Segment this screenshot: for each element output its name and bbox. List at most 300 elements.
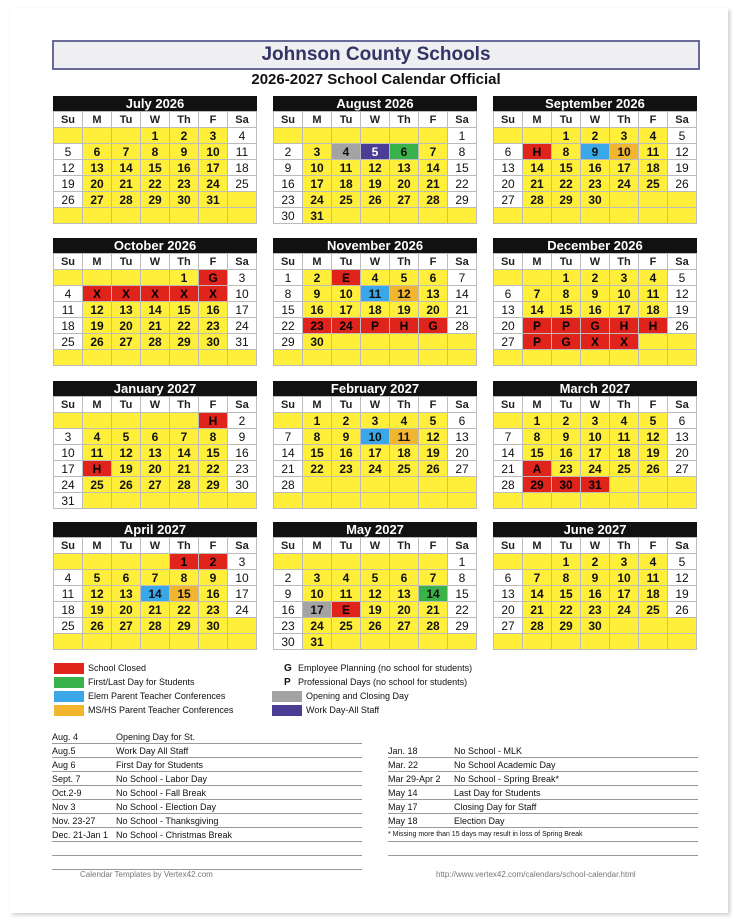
day-cell: 15 bbox=[141, 160, 170, 176]
day-cell bbox=[83, 128, 112, 144]
day-cell: 23 bbox=[552, 461, 581, 477]
day-cell: 29 bbox=[199, 477, 228, 493]
week-row bbox=[494, 270, 697, 286]
day-cell: 10 bbox=[303, 586, 332, 602]
day-cell: 13 bbox=[141, 445, 170, 461]
event-date: Sept. 7 bbox=[52, 774, 81, 784]
month-july-2026 bbox=[53, 96, 257, 224]
weekday-header: Th bbox=[610, 538, 639, 554]
day-cell: 28 bbox=[141, 618, 170, 634]
weekday-header: Tu bbox=[112, 254, 141, 270]
day-cell: 3 bbox=[199, 128, 228, 144]
day-cell bbox=[668, 334, 697, 350]
week-row bbox=[54, 477, 257, 493]
day-cell: 30 bbox=[199, 618, 228, 634]
day-cell: 19 bbox=[54, 176, 83, 192]
day-cell: 14 bbox=[523, 302, 552, 318]
week-row bbox=[494, 445, 697, 461]
day-cell: 10 bbox=[610, 286, 639, 302]
day-cell: H bbox=[639, 318, 668, 334]
day-cell bbox=[170, 493, 199, 509]
day-cell bbox=[610, 618, 639, 634]
day-cell bbox=[639, 350, 668, 366]
legend-label: Work Day-All Staff bbox=[306, 705, 380, 715]
day-cell: 17 bbox=[228, 302, 257, 318]
day-cell bbox=[639, 208, 668, 224]
weekday-header: W bbox=[581, 112, 610, 128]
day-cell: 24 bbox=[610, 176, 639, 192]
day-cell: 24 bbox=[228, 602, 257, 618]
day-cell: 16 bbox=[581, 586, 610, 602]
day-cell: 16 bbox=[332, 445, 361, 461]
day-cell bbox=[494, 493, 523, 509]
day-cell: 24 bbox=[199, 176, 228, 192]
legend-swatch bbox=[272, 691, 302, 702]
day-cell: 11 bbox=[639, 144, 668, 160]
weekday-header: Sa bbox=[668, 112, 697, 128]
day-cell: 15 bbox=[552, 160, 581, 176]
day-cell: 30 bbox=[552, 477, 581, 493]
day-cell: 3 bbox=[54, 429, 83, 445]
day-cell: 12 bbox=[54, 160, 83, 176]
day-cell bbox=[83, 493, 112, 509]
weekday-header: Tu bbox=[112, 112, 141, 128]
day-cell bbox=[199, 634, 228, 650]
weekday-header: Sa bbox=[228, 397, 257, 413]
day-cell: 5 bbox=[112, 429, 141, 445]
weekday-header: Th bbox=[170, 254, 199, 270]
weekday-header: Su bbox=[494, 538, 523, 554]
day-cell: 17 bbox=[199, 160, 228, 176]
month-february-2027 bbox=[273, 381, 477, 509]
month-november-2026 bbox=[273, 238, 477, 366]
day-cell: 25 bbox=[54, 618, 83, 634]
day-cell: 12 bbox=[83, 302, 112, 318]
weekday-header: Th bbox=[170, 112, 199, 128]
weekday-header: Tu bbox=[112, 538, 141, 554]
day-cell bbox=[112, 493, 141, 509]
day-cell bbox=[141, 634, 170, 650]
day-cell: 16 bbox=[581, 160, 610, 176]
day-cell: 17 bbox=[581, 445, 610, 461]
day-cell: 2 bbox=[303, 270, 332, 286]
day-cell bbox=[494, 554, 523, 570]
day-cell: 14 bbox=[523, 160, 552, 176]
weekday-header: F bbox=[419, 397, 448, 413]
weekday-header: W bbox=[361, 254, 390, 270]
day-cell: 8 bbox=[170, 570, 199, 586]
day-cell bbox=[361, 334, 390, 350]
day-cell bbox=[390, 493, 419, 509]
weekday-header: Th bbox=[170, 397, 199, 413]
day-cell: A bbox=[523, 461, 552, 477]
legend-item bbox=[54, 677, 195, 688]
day-cell: 31 bbox=[303, 208, 332, 224]
day-cell bbox=[54, 413, 83, 429]
day-cell: 31 bbox=[199, 192, 228, 208]
week-row bbox=[54, 445, 257, 461]
legend-label: Elem Parent Teacher Conferences bbox=[88, 691, 226, 701]
weekday-header: Sa bbox=[228, 538, 257, 554]
day-cell: 6 bbox=[419, 270, 448, 286]
weekday-header: Tu bbox=[332, 254, 361, 270]
day-cell: 24 bbox=[303, 192, 332, 208]
day-cell: 4 bbox=[361, 270, 390, 286]
weekday-header: Sa bbox=[668, 538, 697, 554]
day-cell: 17 bbox=[332, 302, 361, 318]
legend-item bbox=[272, 705, 379, 716]
legend-letter: G bbox=[284, 663, 292, 674]
week-row bbox=[494, 350, 697, 366]
day-cell: 17 bbox=[610, 160, 639, 176]
day-cell: 30 bbox=[274, 634, 303, 650]
day-cell bbox=[390, 477, 419, 493]
week-row bbox=[494, 334, 697, 350]
day-cell bbox=[448, 493, 477, 509]
legend-swatch bbox=[272, 705, 302, 716]
week-row bbox=[494, 160, 697, 176]
day-cell: 31 bbox=[303, 634, 332, 650]
day-cell: 11 bbox=[639, 286, 668, 302]
weekday-header: Th bbox=[390, 254, 419, 270]
month-title: April 2027 bbox=[53, 522, 257, 537]
day-cell bbox=[610, 634, 639, 650]
day-cell: 1 bbox=[552, 554, 581, 570]
day-cell bbox=[54, 208, 83, 224]
event-date: Dec. 21-Jan 1 bbox=[52, 830, 109, 840]
month-title: October 2026 bbox=[53, 238, 257, 253]
day-cell: 3 bbox=[228, 554, 257, 570]
day-cell: 4 bbox=[639, 270, 668, 286]
day-cell bbox=[54, 270, 83, 286]
week-row bbox=[54, 586, 257, 602]
day-cell: 8 bbox=[303, 429, 332, 445]
week-row bbox=[54, 334, 257, 350]
day-cell: H bbox=[83, 461, 112, 477]
day-cell: 3 bbox=[228, 270, 257, 286]
event-description: Closing Day for Staff bbox=[454, 802, 537, 812]
day-cell: 6 bbox=[390, 570, 419, 586]
day-cell: 8 bbox=[523, 429, 552, 445]
day-cell bbox=[390, 334, 419, 350]
day-cell: 14 bbox=[448, 286, 477, 302]
day-cell: 9 bbox=[552, 429, 581, 445]
day-cell bbox=[668, 208, 697, 224]
day-cell: 3 bbox=[610, 554, 639, 570]
weekday-header: F bbox=[639, 254, 668, 270]
day-cell: 22 bbox=[274, 318, 303, 334]
day-cell: 30 bbox=[581, 192, 610, 208]
week-row bbox=[274, 618, 477, 634]
day-cell: 5 bbox=[361, 570, 390, 586]
event-description: No School - Labor Day bbox=[116, 774, 208, 784]
weekday-header: Sa bbox=[228, 112, 257, 128]
day-cell bbox=[610, 350, 639, 366]
day-cell: 22 bbox=[448, 602, 477, 618]
day-cell: 19 bbox=[639, 445, 668, 461]
day-cell: 13 bbox=[494, 160, 523, 176]
day-cell: 22 bbox=[448, 176, 477, 192]
day-cell bbox=[523, 554, 552, 570]
event-description: First Day for Students bbox=[116, 760, 204, 770]
day-cell: 16 bbox=[581, 302, 610, 318]
day-cell bbox=[83, 208, 112, 224]
day-cell: 16 bbox=[274, 602, 303, 618]
day-cell: 13 bbox=[112, 302, 141, 318]
day-cell: 22 bbox=[303, 461, 332, 477]
day-cell: 27 bbox=[141, 477, 170, 493]
day-cell bbox=[581, 634, 610, 650]
day-cell: 29 bbox=[448, 192, 477, 208]
day-cell bbox=[141, 413, 170, 429]
weekday-header: Tu bbox=[552, 112, 581, 128]
week-row bbox=[54, 192, 257, 208]
week-row bbox=[494, 461, 697, 477]
day-cell: 5 bbox=[54, 144, 83, 160]
day-cell: 19 bbox=[112, 461, 141, 477]
week-row bbox=[494, 318, 697, 334]
day-cell: 24 bbox=[228, 318, 257, 334]
day-cell: 20 bbox=[141, 461, 170, 477]
event-description: No School - Fall Break bbox=[116, 788, 207, 798]
week-row bbox=[54, 570, 257, 586]
event-row bbox=[388, 801, 698, 814]
day-cell: 14 bbox=[141, 302, 170, 318]
blank-line bbox=[52, 857, 362, 870]
weekday-header: Su bbox=[54, 397, 83, 413]
day-cell: G bbox=[581, 318, 610, 334]
day-cell bbox=[228, 192, 257, 208]
day-cell bbox=[332, 208, 361, 224]
day-cell: 7 bbox=[170, 429, 199, 445]
day-cell: P bbox=[523, 318, 552, 334]
day-cell: 22 bbox=[552, 176, 581, 192]
day-cell: 21 bbox=[141, 602, 170, 618]
day-cell: 19 bbox=[668, 586, 697, 602]
weekday-header: F bbox=[419, 112, 448, 128]
day-cell: 14 bbox=[419, 586, 448, 602]
month-title: March 2027 bbox=[493, 381, 697, 396]
day-cell bbox=[419, 634, 448, 650]
day-cell bbox=[552, 350, 581, 366]
day-cell: 2 bbox=[332, 413, 361, 429]
weekday-header: Su bbox=[274, 538, 303, 554]
day-cell: 20 bbox=[390, 602, 419, 618]
week-row bbox=[274, 493, 477, 509]
day-cell bbox=[303, 493, 332, 509]
week-row bbox=[274, 350, 477, 366]
day-cell: 17 bbox=[610, 302, 639, 318]
weekday-header: Su bbox=[274, 112, 303, 128]
day-cell: 15 bbox=[170, 302, 199, 318]
month-september-2026 bbox=[493, 96, 697, 224]
day-cell bbox=[303, 128, 332, 144]
day-cell bbox=[54, 350, 83, 366]
day-cell: X bbox=[112, 286, 141, 302]
day-cell: 15 bbox=[523, 445, 552, 461]
weekday-header: M bbox=[523, 254, 552, 270]
day-cell: 29 bbox=[170, 618, 199, 634]
day-cell: 10 bbox=[332, 286, 361, 302]
day-cell: 30 bbox=[228, 477, 257, 493]
weekday-header: M bbox=[303, 254, 332, 270]
event-row bbox=[52, 759, 362, 772]
week-row bbox=[494, 586, 697, 602]
legend-swatch bbox=[54, 705, 84, 716]
day-cell: 23 bbox=[332, 461, 361, 477]
week-row bbox=[274, 334, 477, 350]
day-cell bbox=[361, 493, 390, 509]
weekday-header: Su bbox=[54, 254, 83, 270]
day-cell: 25 bbox=[332, 192, 361, 208]
weekday-header: W bbox=[581, 254, 610, 270]
legend-swatch bbox=[54, 663, 84, 674]
day-cell bbox=[112, 270, 141, 286]
day-cell: 28 bbox=[494, 477, 523, 493]
day-cell: 4 bbox=[228, 128, 257, 144]
day-cell: 23 bbox=[581, 602, 610, 618]
day-cell bbox=[581, 350, 610, 366]
day-cell: 25 bbox=[639, 602, 668, 618]
day-cell: 12 bbox=[639, 429, 668, 445]
weekday-header: Sa bbox=[448, 538, 477, 554]
day-cell: 10 bbox=[610, 570, 639, 586]
day-cell: 10 bbox=[199, 144, 228, 160]
day-cell: 10 bbox=[303, 160, 332, 176]
day-cell: 21 bbox=[523, 176, 552, 192]
day-cell: 25 bbox=[83, 477, 112, 493]
day-cell: 12 bbox=[83, 586, 112, 602]
legend-item bbox=[54, 663, 146, 674]
day-cell bbox=[610, 477, 639, 493]
legend-label: First/Last Day for Students bbox=[88, 677, 195, 687]
day-cell: 18 bbox=[639, 302, 668, 318]
day-cell: 7 bbox=[419, 144, 448, 160]
day-cell: 23 bbox=[199, 318, 228, 334]
month-october-2026 bbox=[53, 238, 257, 366]
page-subtitle: 2026-2027 School Calendar Official bbox=[251, 71, 501, 88]
day-cell: 1 bbox=[448, 554, 477, 570]
week-row bbox=[274, 286, 477, 302]
day-cell: G bbox=[552, 334, 581, 350]
week-row bbox=[494, 570, 697, 586]
day-cell: 4 bbox=[54, 286, 83, 302]
week-row bbox=[54, 176, 257, 192]
day-cell: 30 bbox=[581, 618, 610, 634]
weekday-header: Sa bbox=[448, 397, 477, 413]
day-cell: 30 bbox=[303, 334, 332, 350]
day-cell bbox=[332, 477, 361, 493]
day-cell: 18 bbox=[54, 602, 83, 618]
day-cell: 29 bbox=[552, 618, 581, 634]
week-row bbox=[54, 270, 257, 286]
weekday-header: Th bbox=[170, 538, 199, 554]
weekday-header: Sa bbox=[668, 254, 697, 270]
day-cell bbox=[523, 270, 552, 286]
event-row bbox=[52, 773, 362, 786]
event-row bbox=[52, 829, 362, 842]
day-cell bbox=[639, 192, 668, 208]
weekday-header: W bbox=[581, 397, 610, 413]
weekday-header: M bbox=[303, 397, 332, 413]
footer-credit: Calendar Templates by Vertex42.com bbox=[80, 870, 213, 879]
month-title: November 2026 bbox=[273, 238, 477, 253]
event-row bbox=[52, 815, 362, 828]
day-cell bbox=[448, 634, 477, 650]
day-cell: 4 bbox=[610, 413, 639, 429]
day-cell: 24 bbox=[303, 618, 332, 634]
day-cell: 21 bbox=[141, 318, 170, 334]
day-cell bbox=[668, 634, 697, 650]
day-cell: 1 bbox=[141, 128, 170, 144]
day-cell: 23 bbox=[199, 602, 228, 618]
day-cell bbox=[141, 554, 170, 570]
day-cell: 26 bbox=[361, 618, 390, 634]
day-cell: 7 bbox=[448, 270, 477, 286]
day-cell bbox=[303, 350, 332, 366]
day-cell: 6 bbox=[112, 570, 141, 586]
day-cell: 11 bbox=[54, 302, 83, 318]
day-cell bbox=[390, 128, 419, 144]
week-row bbox=[54, 350, 257, 366]
day-cell bbox=[228, 493, 257, 509]
day-cell: 18 bbox=[332, 176, 361, 192]
weekday-header: Sa bbox=[228, 254, 257, 270]
day-cell: 8 bbox=[274, 286, 303, 302]
weekday-header: M bbox=[83, 538, 112, 554]
day-cell: 18 bbox=[610, 445, 639, 461]
weekday-header: W bbox=[141, 254, 170, 270]
day-cell: 7 bbox=[112, 144, 141, 160]
week-row bbox=[274, 634, 477, 650]
event-description: No School - Election Day bbox=[116, 802, 217, 812]
day-cell: 12 bbox=[668, 286, 697, 302]
week-row bbox=[54, 618, 257, 634]
day-cell: 8 bbox=[552, 286, 581, 302]
week-row bbox=[274, 318, 477, 334]
day-cell: 5 bbox=[639, 413, 668, 429]
week-row bbox=[54, 160, 257, 176]
day-cell: 12 bbox=[390, 286, 419, 302]
day-cell: 11 bbox=[610, 429, 639, 445]
weekday-header: W bbox=[141, 538, 170, 554]
day-cell: H bbox=[523, 144, 552, 160]
weekday-header: F bbox=[199, 397, 228, 413]
day-cell: 28 bbox=[523, 618, 552, 634]
event-date: May 17 bbox=[388, 802, 418, 812]
day-cell bbox=[523, 128, 552, 144]
week-row bbox=[274, 570, 477, 586]
legend-code bbox=[284, 663, 472, 674]
month-title: July 2026 bbox=[53, 96, 257, 111]
day-cell: 11 bbox=[83, 445, 112, 461]
day-cell: 27 bbox=[668, 461, 697, 477]
day-cell: 9 bbox=[303, 286, 332, 302]
month-june-2027 bbox=[493, 522, 697, 650]
event-row bbox=[388, 759, 698, 772]
day-cell: 26 bbox=[668, 176, 697, 192]
day-cell: 4 bbox=[83, 429, 112, 445]
day-cell: 7 bbox=[141, 570, 170, 586]
day-cell: 30 bbox=[274, 208, 303, 224]
day-cell: 24 bbox=[610, 602, 639, 618]
day-cell bbox=[141, 208, 170, 224]
day-cell: 6 bbox=[448, 413, 477, 429]
day-cell: 2 bbox=[581, 270, 610, 286]
day-cell: 29 bbox=[274, 334, 303, 350]
day-cell bbox=[581, 208, 610, 224]
footnote: * Missing more than 15 days may result in loss of Spring Break bbox=[388, 829, 698, 842]
